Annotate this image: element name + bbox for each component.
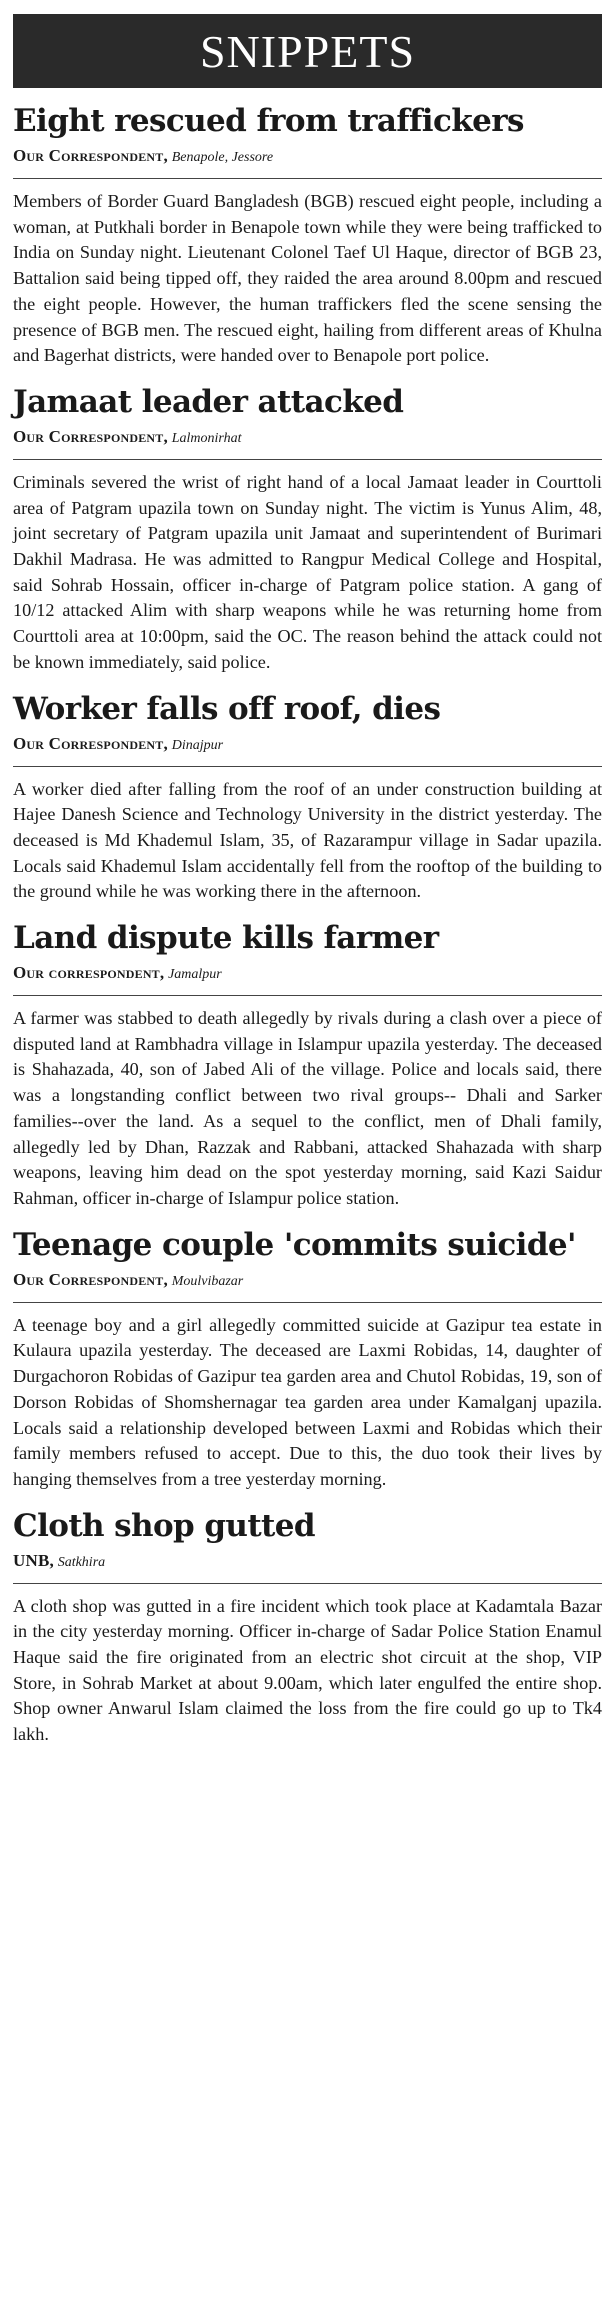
article-headline[interactable]: Eight rescued from traffickers bbox=[13, 103, 524, 139]
article-body: A cloth shop was gutted in a fire incident which took place at Kadamtala Bazar in the city yesterday morning. Officer in-charge of Sadar Police Station Enamul Haque said the fire originated from an electric shot circuit at the shop, VIP Store, in Sohrab Market at about 9.00am, which later engulfed the entire shop. Shop owner Anwarul Islam claimed the loss from the fire could go up to Tk4 lakh. bbox=[13, 1595, 602, 1745]
byline-location: Jamalpur bbox=[168, 967, 222, 983]
snippets-page bbox=[0, 14, 615, 2313]
article-body: A worker died after falling from the roof of an under construction building at Hajee Danesh Science and Technology University in the district yesterday. The deceased is Md Khademul Islam, 35, of Razarampur village in Sadar upazila. Locals said Khademul Islam accidentally fell from the rooftop of the building to the ground while he was working there in the afternoon. bbox=[13, 778, 602, 902]
byline-author: UNB, bbox=[13, 1550, 54, 1570]
divider bbox=[13, 178, 602, 179]
divider bbox=[13, 1583, 602, 1584]
article-byline bbox=[13, 963, 602, 985]
byline-author: Our Correspondent, bbox=[13, 426, 168, 446]
byline-author: Our correspondent, bbox=[13, 963, 165, 983]
divider bbox=[13, 1302, 602, 1303]
article-byline bbox=[13, 734, 602, 756]
divider bbox=[13, 766, 602, 767]
byline-author: Our Correspondent, bbox=[13, 1269, 168, 1289]
article-headline[interactable]: Cloth shop gutted bbox=[13, 1507, 315, 1544]
article-headline[interactable]: Land dispute kills farmer bbox=[13, 920, 439, 957]
article-byline bbox=[13, 427, 602, 449]
divider bbox=[13, 995, 602, 996]
article-jamaat bbox=[13, 383, 602, 676]
section-banner: SNIPPETS bbox=[13, 14, 602, 88]
divider bbox=[13, 459, 602, 460]
byline-location: Lalmonirhat bbox=[171, 430, 242, 446]
byline-location: Benapole, Jessore bbox=[171, 150, 274, 165]
article-byline bbox=[13, 1551, 602, 1573]
article-headline[interactable]: Jamaat leader attacked bbox=[13, 383, 404, 420]
article-byline bbox=[13, 1270, 602, 1292]
article-land-dispute bbox=[13, 919, 602, 1212]
byline-location: Dinajpur bbox=[171, 737, 224, 753]
article-body: A farmer was stabbed to death allegedly by rivals during a clash over a piece of disputed land at Rambhadra village in Islampur upazila yesterday. The deceased is Shahazada, 40, son of Jabed Ali of the village. Police and locals said, there was a longstanding conflict between two rival groups-- Dhali and Sarker families--over the land. As a sequel to the conflict, men of Dhali family, allegedly led by Dhan, Razzak and Rabbani, attacked Shahazada with sharp weapons, leaving him dead on the spot yesterday morning, said Kazi Saidur Rahman, officer in-charge of Islampur police station. bbox=[13, 1008, 602, 1208]
article-headline[interactable]: Worker falls off roof, dies bbox=[13, 690, 441, 727]
byline-location: Moulvibazar bbox=[171, 1273, 244, 1289]
article-body: Criminals severed the wrist of right hand of a local Jamaat leader in Courttoli area of Patgram upazila town on Sunday night. The victim is Yunus Alim, 48, joint secretary of Patgram upazila unit Jamaat and superintendent of Burimari Dakhil Madrasa. He was admitted to Rangpur Medical College and Hospital, said Sohrab Hossain, officer in-charge of Patgram police station. A gang of 10/12 attacked Alim with sharp weapons while he was returning home from Courttoli area at 10:00pm, said the OC. The reason behind the attack could not be known immediately, said police. bbox=[13, 471, 602, 672]
article-teenage-couple bbox=[13, 1226, 602, 1493]
article-cloth-shop bbox=[13, 1507, 602, 1748]
article-trafficking bbox=[13, 102, 602, 369]
article-body: A teenage boy and a girl allegedly committed suicide at Gazipur tea estate in Kulaura upazila yesterday. The deceased are Laxmi Robidas, 14, daughter of Durgachoron Robidas of Gazipur tea garden area and Chutol Robidas, 19, son of Dorson Robidas of Shomshernagar tea garden area under Kamalganj upazila. Locals said a relationship developed between Laxmi and Robidas which their family members refused to accept. Due to this, the duo took their lives by hanging themselves from a tree yesterday morning. bbox=[13, 1314, 602, 1489]
byline-author: Our Correspondent, bbox=[13, 146, 168, 165]
article-byline bbox=[13, 146, 602, 168]
article-headline[interactable]: Teenage couple 'commits suicide' bbox=[13, 1226, 576, 1263]
byline-location: Satkhira bbox=[57, 1554, 106, 1570]
article-worker bbox=[13, 690, 602, 906]
article-body: Members of Border Guard Bangladesh (BGB) rescued eight people, including a woman, at Putkhali border in Benapole town while they were being trafficked to India on Sunday night. Lieutenant Colonel Taef Ul Haque, director of BGB 23, Battalion said being tipped off, they raided the area around 8.00pm and rescued the eight people. However, the human traffickers fled the scene sensing the presence of BGB men. The rescued eight, hailing from different areas of Khulna and Bagerhat districts, were handed over to Benapole port police. bbox=[13, 191, 602, 366]
byline-author: Our Correspondent, bbox=[13, 733, 168, 753]
